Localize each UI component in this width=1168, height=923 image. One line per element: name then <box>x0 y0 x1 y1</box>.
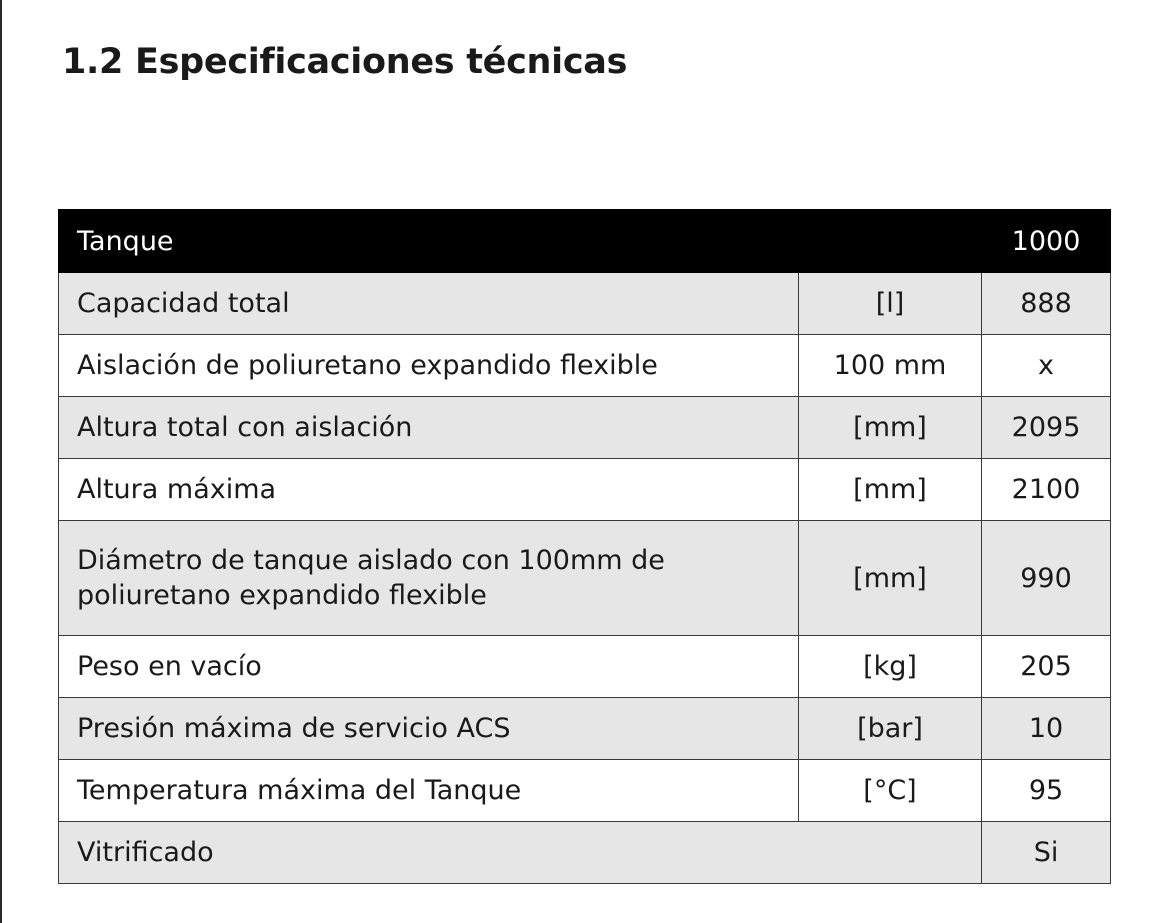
page-title: 1.2 Especificaciones técnicas <box>62 42 628 82</box>
row-label: Vitrificado <box>59 822 982 884</box>
row-unit: [°C] <box>799 760 982 822</box>
row-unit: [mm] <box>799 459 982 521</box>
row-value: 95 <box>982 760 1111 822</box>
row-value: 888 <box>982 273 1111 335</box>
row-label: Temperatura máxima del Tanque <box>59 760 799 822</box>
header-label: Tanque <box>59 210 982 273</box>
row-value: x <box>982 335 1111 397</box>
table-row <box>59 397 1111 459</box>
row-value: 10 <box>982 698 1111 760</box>
table-header-row <box>59 210 1111 273</box>
row-value: 205 <box>982 636 1111 698</box>
row-unit: [mm] <box>799 521 982 636</box>
table-row <box>59 335 1111 397</box>
table-row <box>59 760 1111 822</box>
page-left-border <box>0 0 2 923</box>
row-label: Capacidad total <box>59 273 799 335</box>
row-value: Si <box>982 822 1111 884</box>
row-unit: [kg] <box>799 636 982 698</box>
spec-table <box>58 209 1111 884</box>
row-label: Altura total con aislación <box>59 397 799 459</box>
row-unit: 100 mm <box>799 335 982 397</box>
table-row <box>59 822 1111 884</box>
table-row <box>59 636 1111 698</box>
table-row <box>59 273 1111 335</box>
header-value: 1000 <box>982 210 1111 273</box>
row-unit: [l] <box>799 273 982 335</box>
table-row <box>59 521 1111 636</box>
row-label: Aislación de poliuretano expandido flexible <box>59 335 799 397</box>
table-row <box>59 459 1111 521</box>
row-value: 2095 <box>982 397 1111 459</box>
row-label: Presión máxima de servicio ACS <box>59 698 799 760</box>
row-unit: [bar] <box>799 698 982 760</box>
row-label: Diámetro de tanque aislado con 100mm de poliuretano expandido flexible <box>59 521 799 636</box>
row-label: Altura máxima <box>59 459 799 521</box>
row-unit: [mm] <box>799 397 982 459</box>
row-label: Peso en vacío <box>59 636 799 698</box>
row-value: 990 <box>982 521 1111 636</box>
table-row <box>59 698 1111 760</box>
row-value: 2100 <box>982 459 1111 521</box>
